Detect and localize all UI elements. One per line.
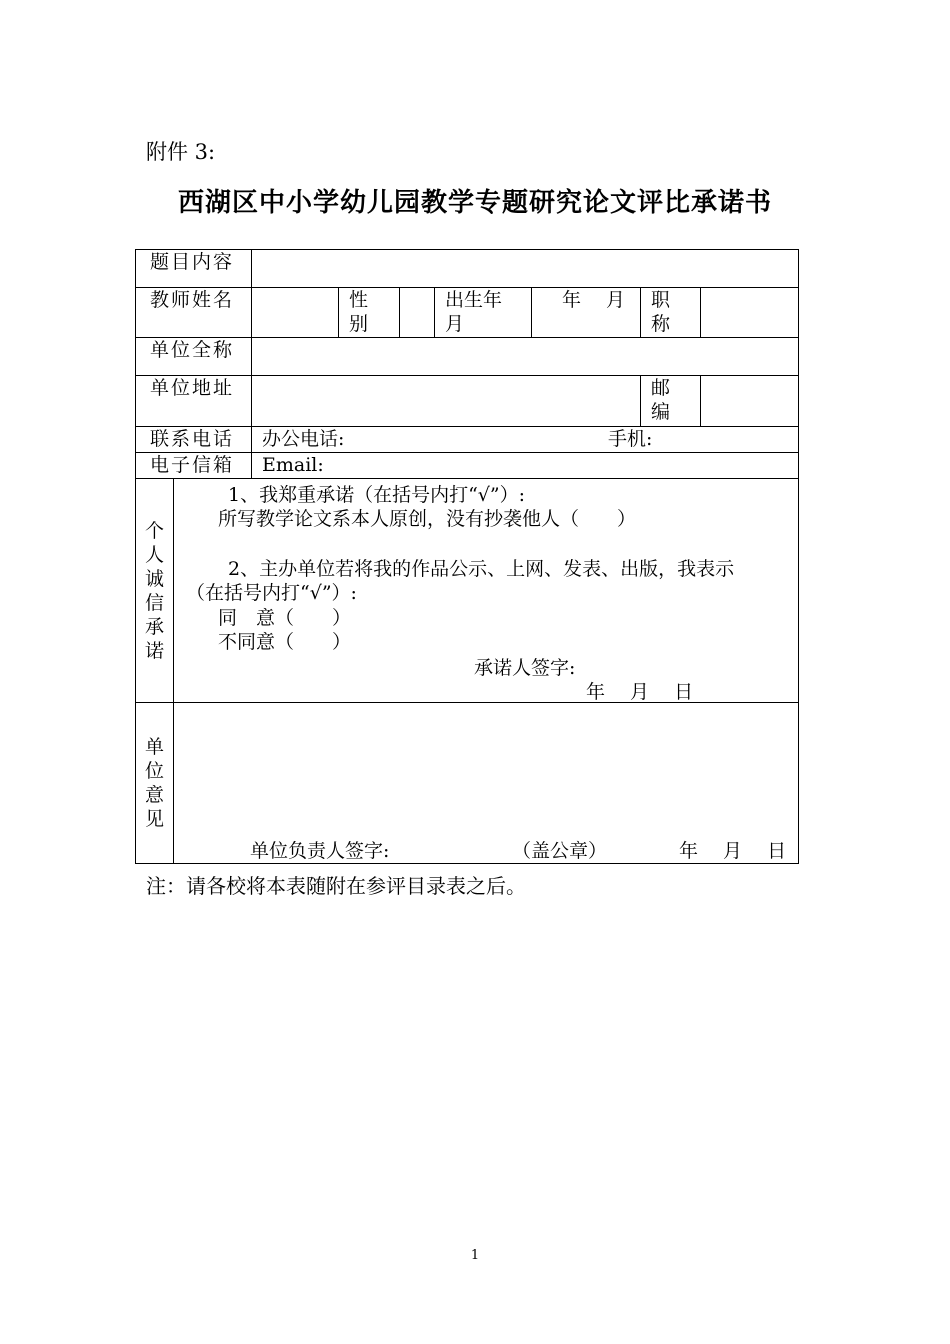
agree-option[interactable]: 同 意（ ）	[218, 607, 352, 629]
promise-signer: 承诺人签字:	[474, 657, 576, 679]
footnote: 注：请各校将本表随附在参评目录表之后。	[146, 874, 526, 898]
teacher-name-field[interactable]	[252, 288, 339, 338]
promise-date: 年 月 日	[586, 681, 694, 703]
opinion-seal: （盖公章）	[512, 840, 608, 862]
promise-line-4: （在括号内打“√”）:	[186, 582, 357, 604]
page-number: 1	[470, 1248, 480, 1263]
topic-label: 题目内容	[136, 250, 252, 288]
office-phone-label: 办公电话:	[262, 428, 345, 450]
promise-content	[174, 479, 799, 703]
opinion-label: 单 位 意 见	[136, 703, 174, 864]
promise-line-2: 所写教学论文系本人原创，没有抄袭他人（ ）	[218, 508, 637, 530]
birth-label: 出生年 月	[435, 288, 532, 338]
postcode-label: 邮 编	[641, 376, 701, 427]
document-title: 西湖区中小学幼儿园教学专题研究论文评比承诺书	[177, 188, 772, 218]
disagree-option[interactable]: 不同意（ ）	[218, 631, 352, 653]
postcode-field[interactable]	[701, 376, 799, 427]
teacher-name-label: 教师姓名	[136, 288, 252, 338]
promise-label: 个 人 诚 信 承 诺	[136, 479, 174, 703]
attachment-label: 附件 3:	[146, 140, 216, 164]
gender-label: 性 别	[339, 288, 400, 338]
phone-label: 联系电话	[136, 427, 252, 453]
promise-line-3: 2、主办单位若将我的作品公示、上网、发表、出版，我表示	[228, 558, 735, 580]
job-title-field[interactable]	[701, 288, 799, 338]
commitment-form	[135, 249, 799, 864]
mobile-label: 手机:	[608, 428, 653, 450]
unit-address-label: 单位地址	[136, 376, 252, 427]
opinion-content[interactable]	[174, 703, 799, 864]
opinion-date: 年 月 日	[679, 840, 787, 862]
email-field[interactable]: Email:	[252, 453, 799, 479]
email-label: 电子信箱	[136, 453, 252, 479]
unit-address-field[interactable]	[252, 376, 641, 427]
birth-field[interactable]: 年 月	[532, 288, 641, 338]
unit-name-field[interactable]	[252, 338, 799, 376]
unit-name-label: 单位全称	[136, 338, 252, 376]
promise-line-1: 1、我郑重承诺（在括号内打“√”）:	[228, 484, 526, 506]
topic-field[interactable]	[252, 250, 799, 288]
job-title-label: 职 称	[641, 288, 701, 338]
phone-field[interactable]	[252, 427, 799, 453]
gender-field[interactable]	[400, 288, 435, 338]
opinion-signer: 单位负责人签字:	[250, 840, 390, 862]
